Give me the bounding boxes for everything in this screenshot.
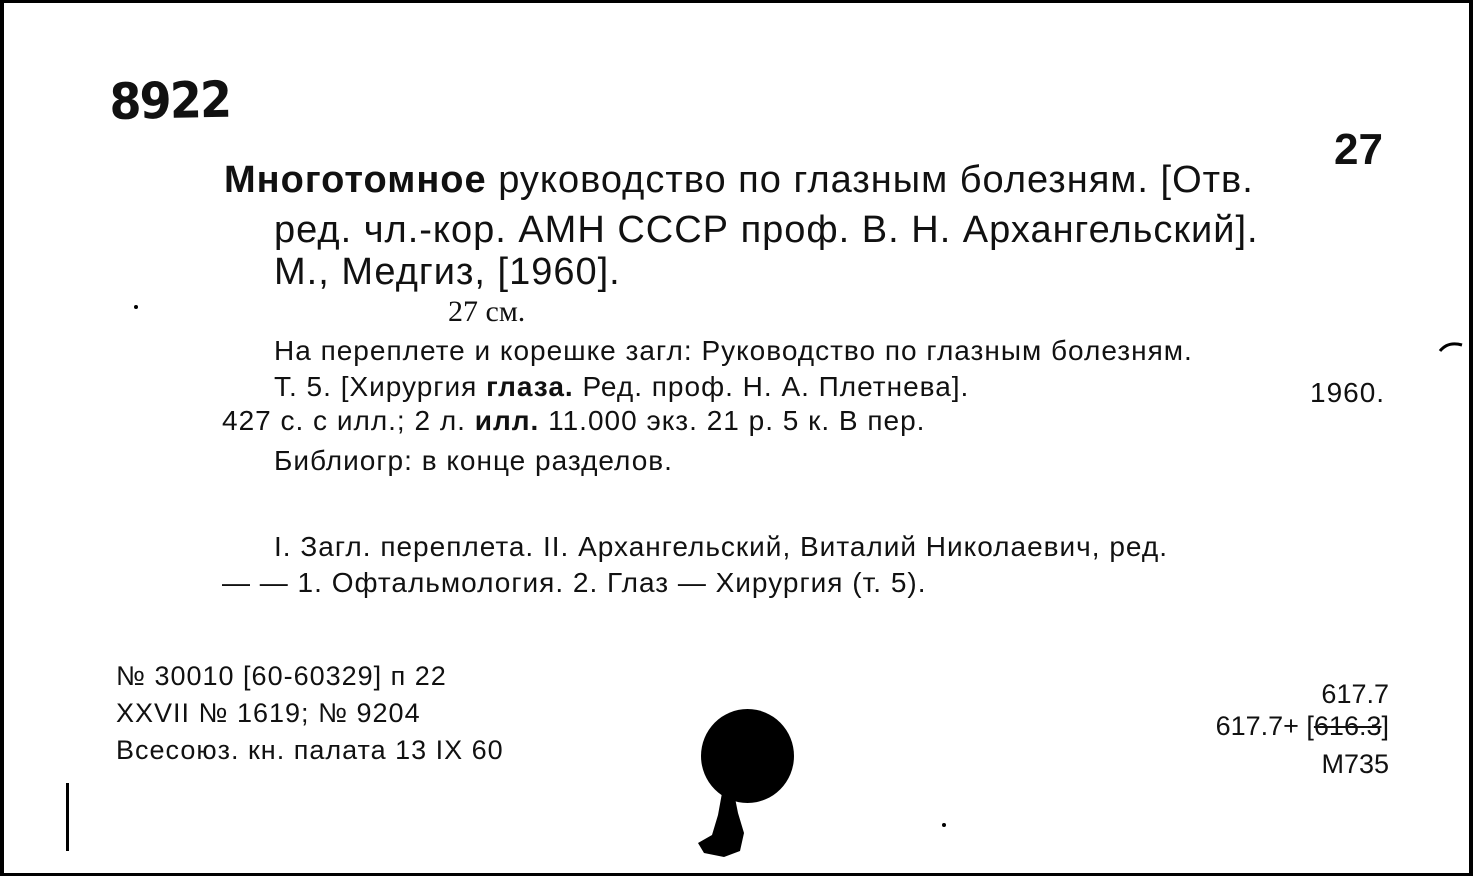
title-main-word: Многотомное [224,159,487,201]
speck [942,823,946,827]
note-line-2-b: Ред. проф. Н. А. Плетнева]. [573,371,970,402]
title-line-1-rest: руководство по глазным болезням. [Отв. [486,159,1254,201]
physical-size: 27 см. [448,295,526,328]
footer-left-line-2: XXVII № 1619; № 9204 [116,698,421,728]
note-line-3-bold: илл. [474,405,540,436]
note-line-3-b: 11.000 экз. 21 р. 5 к. В пер. [539,405,926,436]
footer-right-line-2-b: ] [1381,711,1389,741]
footer-right-line-2-a: 617.7+ [ [1215,711,1314,741]
footer-right-line-2 [1216,713,1389,740]
volume-number: 27 [1334,125,1383,174]
tracings-line-2: — — 1. Офтальмология. 2. Глаз — Хирургия (т. 5). [222,567,927,598]
footer-right-line-1: 617.7 [1321,679,1389,709]
footer-left-line-1: № 30010 [60-60329] п 22 [116,661,447,691]
note-line-4: Библиогр: в конце разделов. [274,445,673,476]
title-line-3: М., Медгиз, [1960]. [274,251,621,293]
note-line-2-a: Т. 5. [Хирургия [274,371,487,402]
note-line-2-bold: глаза. [486,371,574,402]
speck [134,305,138,309]
footer-left-line-3: Всесоюз. кн. палата 13 IX 60 [116,735,504,765]
margin-tick-mark [1438,341,1464,353]
note-line-3 [222,407,925,435]
note-year: 1960. [1310,377,1386,408]
note-line-2 [274,373,969,401]
title-line-2: ред. чл.-кор. АМН СССР проф. В. Н. Архангельский]. [274,209,1259,251]
note-line-3-a: 427 с. с илл.; 2 л. [222,405,475,436]
footer-right-line-3: М735 [1321,749,1389,779]
tracings-line-1: I. Загл. переплета. II. Архангельский, Виталий Николаевич, ред. [274,531,1168,562]
footer-right-struck-code: 616.3 [1313,711,1382,741]
title-line-1 [224,161,1254,199]
punch-hole [701,709,794,803]
note-line-1: На переплете и корешке загл: Руководство по глазным болезням. [274,335,1193,366]
punch-hole-tear [694,793,754,861]
left-edge-mark [66,783,69,851]
handwritten-number: 8922 [109,70,231,131]
